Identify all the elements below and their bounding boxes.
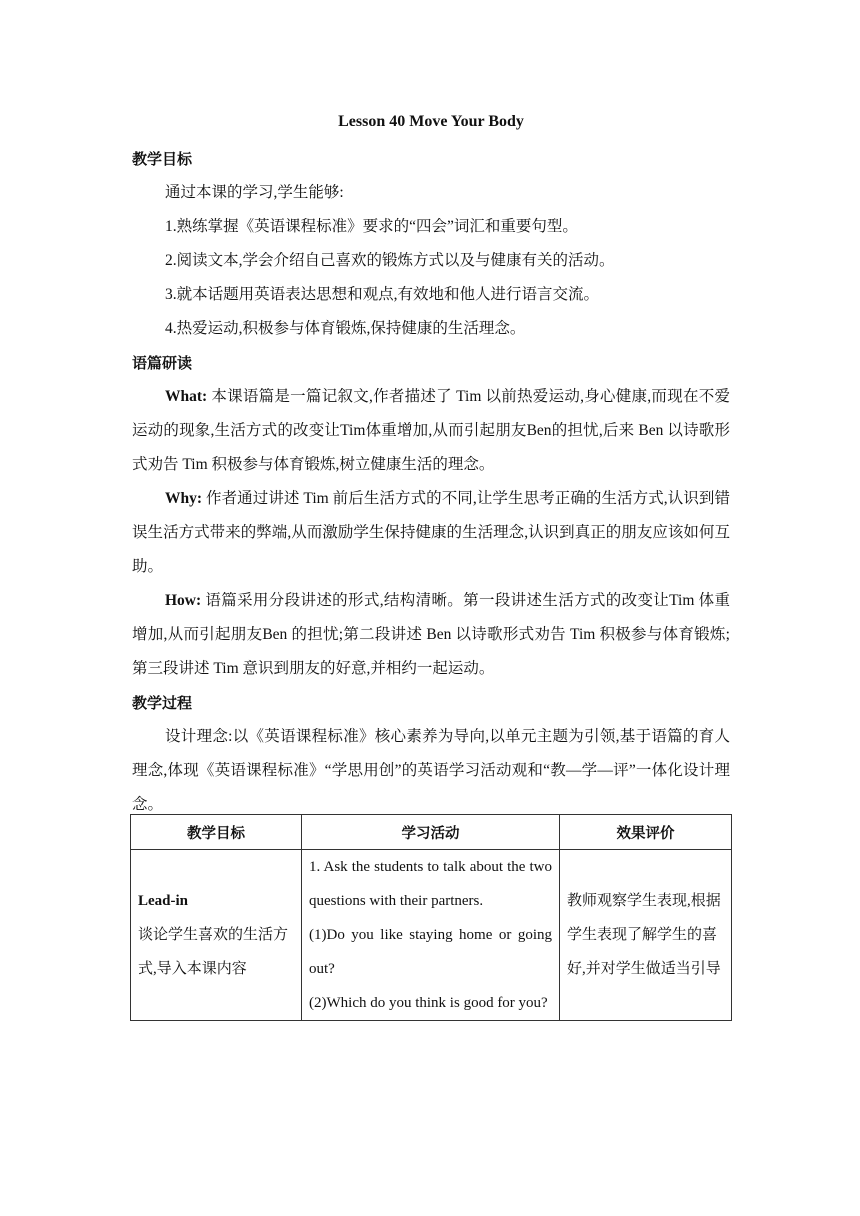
- goal-item: 1.熟练掌握《英语课程标准》要求的“四会”词汇和重要句型。: [165, 218, 578, 235]
- activity-line: (1)Do you like staying home or going out?: [309, 927, 552, 977]
- what-label: What:: [165, 388, 208, 405]
- lesson-plan-table: [130, 814, 732, 1021]
- goal-cell: [131, 850, 302, 1021]
- activity-line: 1. Ask the students to talk about the two questions with their partners.: [309, 859, 552, 909]
- header-goal: 教学目标: [131, 815, 302, 850]
- why-paragraph: [132, 482, 730, 584]
- reading-heading: 语篇研读: [132, 354, 193, 372]
- header-evaluation: 效果评价: [560, 815, 732, 850]
- goal-name: Lead-in: [138, 893, 189, 909]
- how-text: 语篇采用分段讲述的形式,结构清晰。第一段讲述生活方式的改变让Tim 体重增加,从而引起朋友Ben 的担忧;第二段讲述 Ben 以诗歌形式劝告 Tim 积极参与体育锻炼;第三段讲述 Tim 意识到朋友的好意,并相约一起运动。: [132, 592, 730, 677]
- header-activity: 学习活动: [302, 815, 560, 850]
- design-paragraph: 设计理念:以《英语课程标准》核心素养为导向,以单元主题为引领,基于语篇的育人理念,体现《英语课程标准》“学思用创”的英语学习活动观和“教—学—评”一体化设计理念。: [132, 728, 730, 813]
- goals-heading: 教学目标: [132, 150, 193, 168]
- what-paragraph: [132, 380, 730, 482]
- lesson-title: Lesson 40 Move Your Body: [338, 113, 524, 130]
- goal-item: 4.热爱运动,积极参与体育锻炼,保持健康的生活理念。: [165, 320, 526, 337]
- goal-item: 2.阅读文本,学会介绍自己喜欢的锻炼方式以及与健康有关的活动。: [165, 252, 615, 269]
- why-text: 作者通过讲述 Tim 前后生活方式的不同,让学生思考正确的生活方式,认识到错误生活方式带来的弊端,从而激励学生保持健康的生活理念,认识到真正的朋友应该如何互助。: [132, 490, 730, 575]
- document-page: [132, 108, 730, 822]
- what-text: 本课语篇是一篇记叙文,作者描述了 Tim 以前热爱运动,身心健康,而现在不爱运动的现象,生活方式的改变让Tim体重增加,从而引起朋友Ben的担忧,后来 Ben 以诗歌形式劝告 Tim 积极参与体育锻炼,树立健康生活的理念。: [132, 388, 730, 473]
- evaluation-cell: 教师观察学生表现,根据学生表现了解学生的喜好,并对学生做适当引导: [560, 850, 732, 1021]
- how-label: How:: [165, 592, 202, 609]
- table-header-row: [131, 815, 732, 850]
- why-label: Why:: [165, 490, 203, 507]
- goals-intro: 通过本课的学习,学生能够:: [165, 184, 344, 201]
- goal-item: 3.就本话题用英语表达思想和观点,有效地和他人进行语言交流。: [165, 286, 600, 303]
- table-row: [131, 850, 732, 1021]
- activity-line: (2)Which do you think is good for you?: [309, 995, 548, 1011]
- goal-desc: 谈论学生喜欢的生活方式,导入本课内容: [138, 927, 289, 977]
- activity-cell: [302, 850, 560, 1021]
- process-heading: 教学过程: [132, 694, 193, 712]
- how-paragraph: [132, 584, 730, 686]
